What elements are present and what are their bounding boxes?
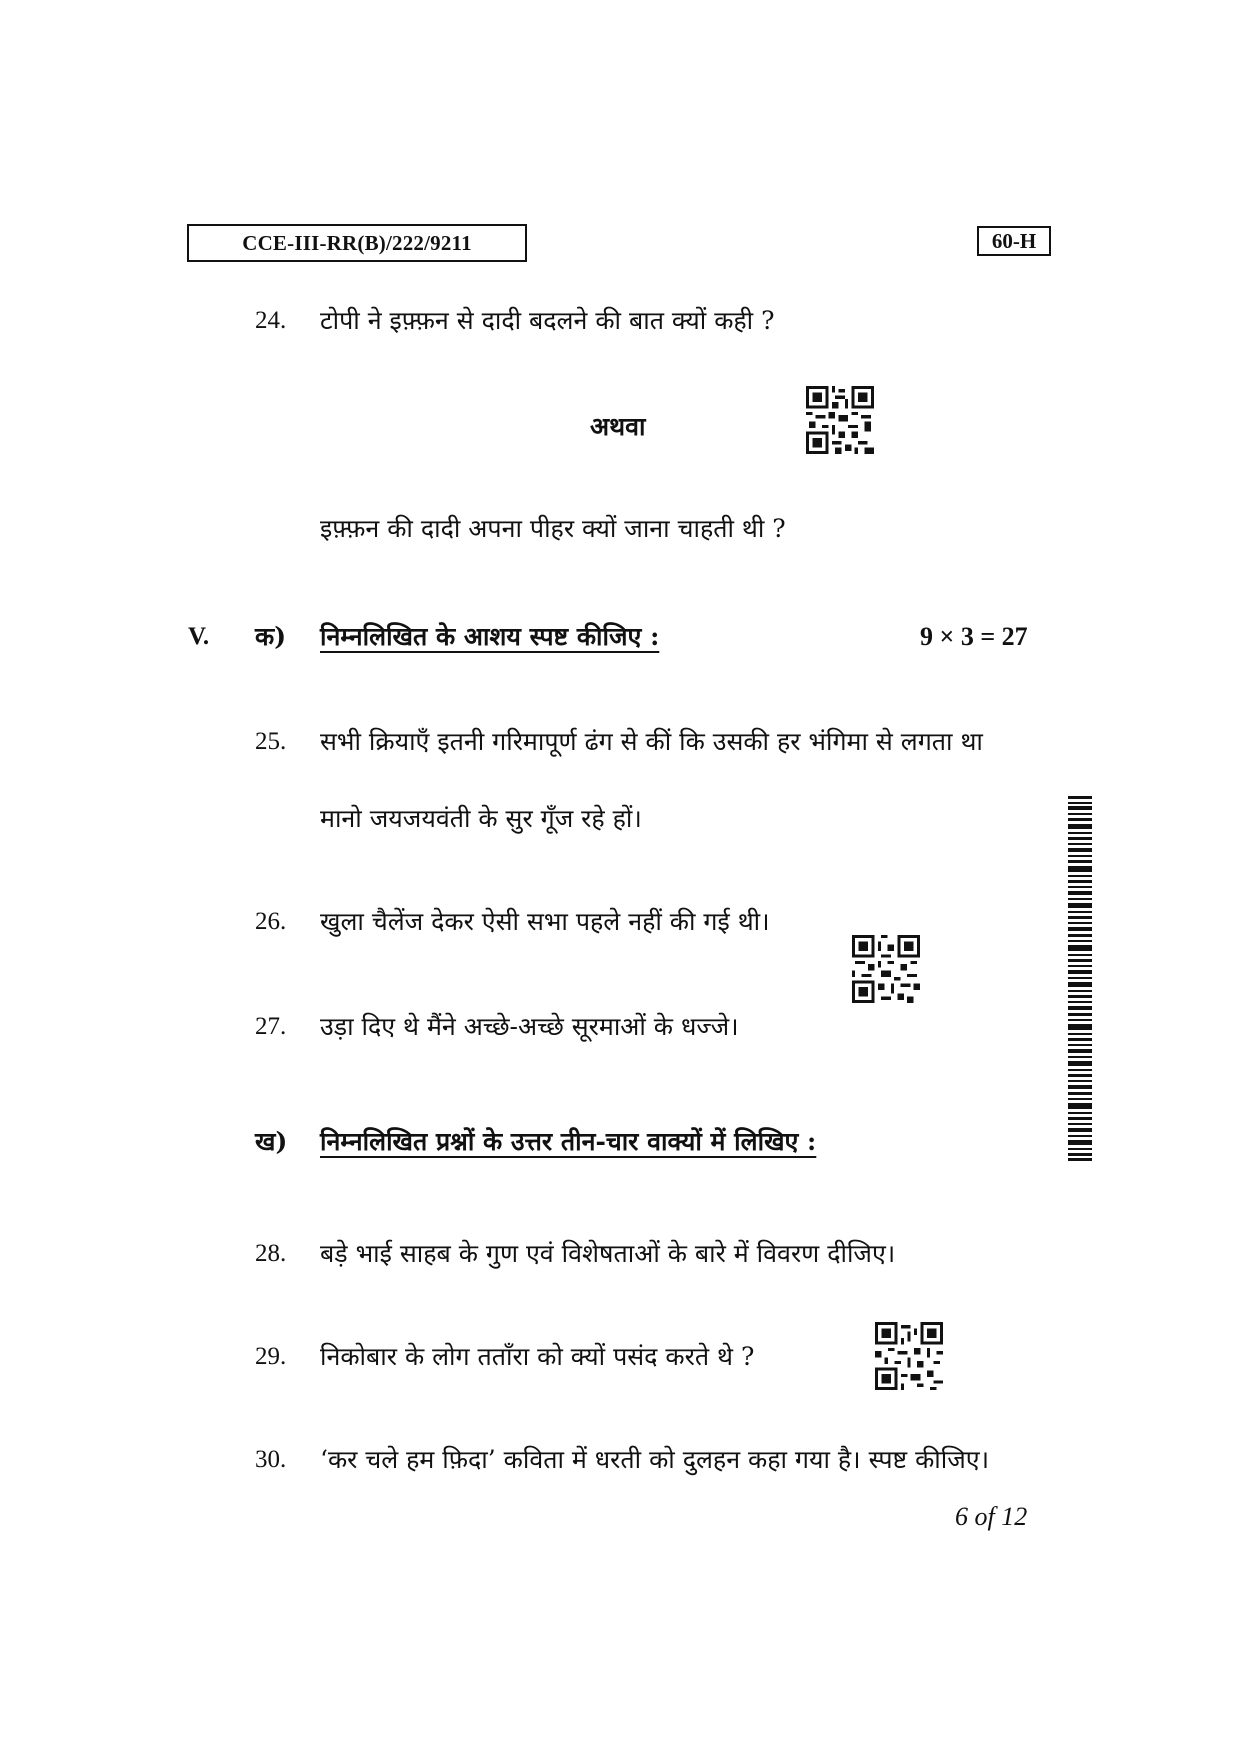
marks-label: 9 × 3 = 27 xyxy=(920,622,1028,651)
part-a-label: क) xyxy=(255,622,287,651)
question-27-text: उड़ा दिए थे मैंने अच्छे-अच्छे सूरमाओं के धज्जे। xyxy=(320,1012,739,1041)
question-25-line2: मानो जयजयवंती के सुर गूँज रहे हों। xyxy=(320,804,642,833)
question-24-alt-text: इफ़्फ़न की दादी अपना पीहर क्यों जाना चाहती थी ? xyxy=(320,514,786,543)
page-number: 6 of 12 xyxy=(955,1502,1028,1531)
part-b-instruction: निम्नलिखित प्रश्नों के उत्तर तीन-चार वाक्यों में लिखिए : xyxy=(320,1127,817,1156)
barcode-icon xyxy=(1068,796,1092,1161)
question-27-number: 27. xyxy=(255,1013,287,1040)
part-b-label: ख) xyxy=(255,1127,288,1156)
or-label: अथवा xyxy=(590,412,646,441)
question-30-text: ‘कर चले हम फ़िदा’ कविता में धरती को दुलहन कहा गया है। स्पष्ट कीजिए। xyxy=(320,1445,990,1474)
section-v-label: V. xyxy=(188,623,210,650)
qr-code-icon xyxy=(875,1322,943,1390)
question-29-text: निकोबार के लोग तताँरा को क्यों पसंद करते थे ? xyxy=(320,1342,755,1371)
question-28-number: 28. xyxy=(255,1240,287,1267)
question-24-text: टोपी ने इफ़्फ़न से दादी बदलने की बात क्यों कही ? xyxy=(320,306,775,335)
qr-code-icon xyxy=(806,386,874,454)
question-26-number: 26. xyxy=(255,908,287,935)
question-24-number: 24. xyxy=(255,307,287,334)
paper-code: CCE-III-RR(B)/222/9211 xyxy=(187,224,527,262)
part-a-instruction: निम्नलिखित के आशय स्पष्ट कीजिए : xyxy=(320,622,660,651)
question-30-number: 30. xyxy=(255,1446,287,1473)
question-26-text: खुला चैलेंज देकर ऐसी सभा पहले नहीं की गई थी। xyxy=(320,907,770,936)
page-code-badge: 60-H xyxy=(977,226,1051,256)
question-29-number: 29. xyxy=(255,1343,287,1370)
question-25-number: 25. xyxy=(255,728,287,755)
question-25-line1: सभी क्रियाएँ इतनी गरिमापूर्ण ढंग से कीं कि उसकी हर भंगिमा से लगता था xyxy=(320,727,983,756)
qr-code-icon xyxy=(852,935,920,1003)
question-28-text: बड़े भाई साहब के गुण एवं विशेषताओं के बारे में विवरण दीजिए। xyxy=(320,1239,896,1268)
